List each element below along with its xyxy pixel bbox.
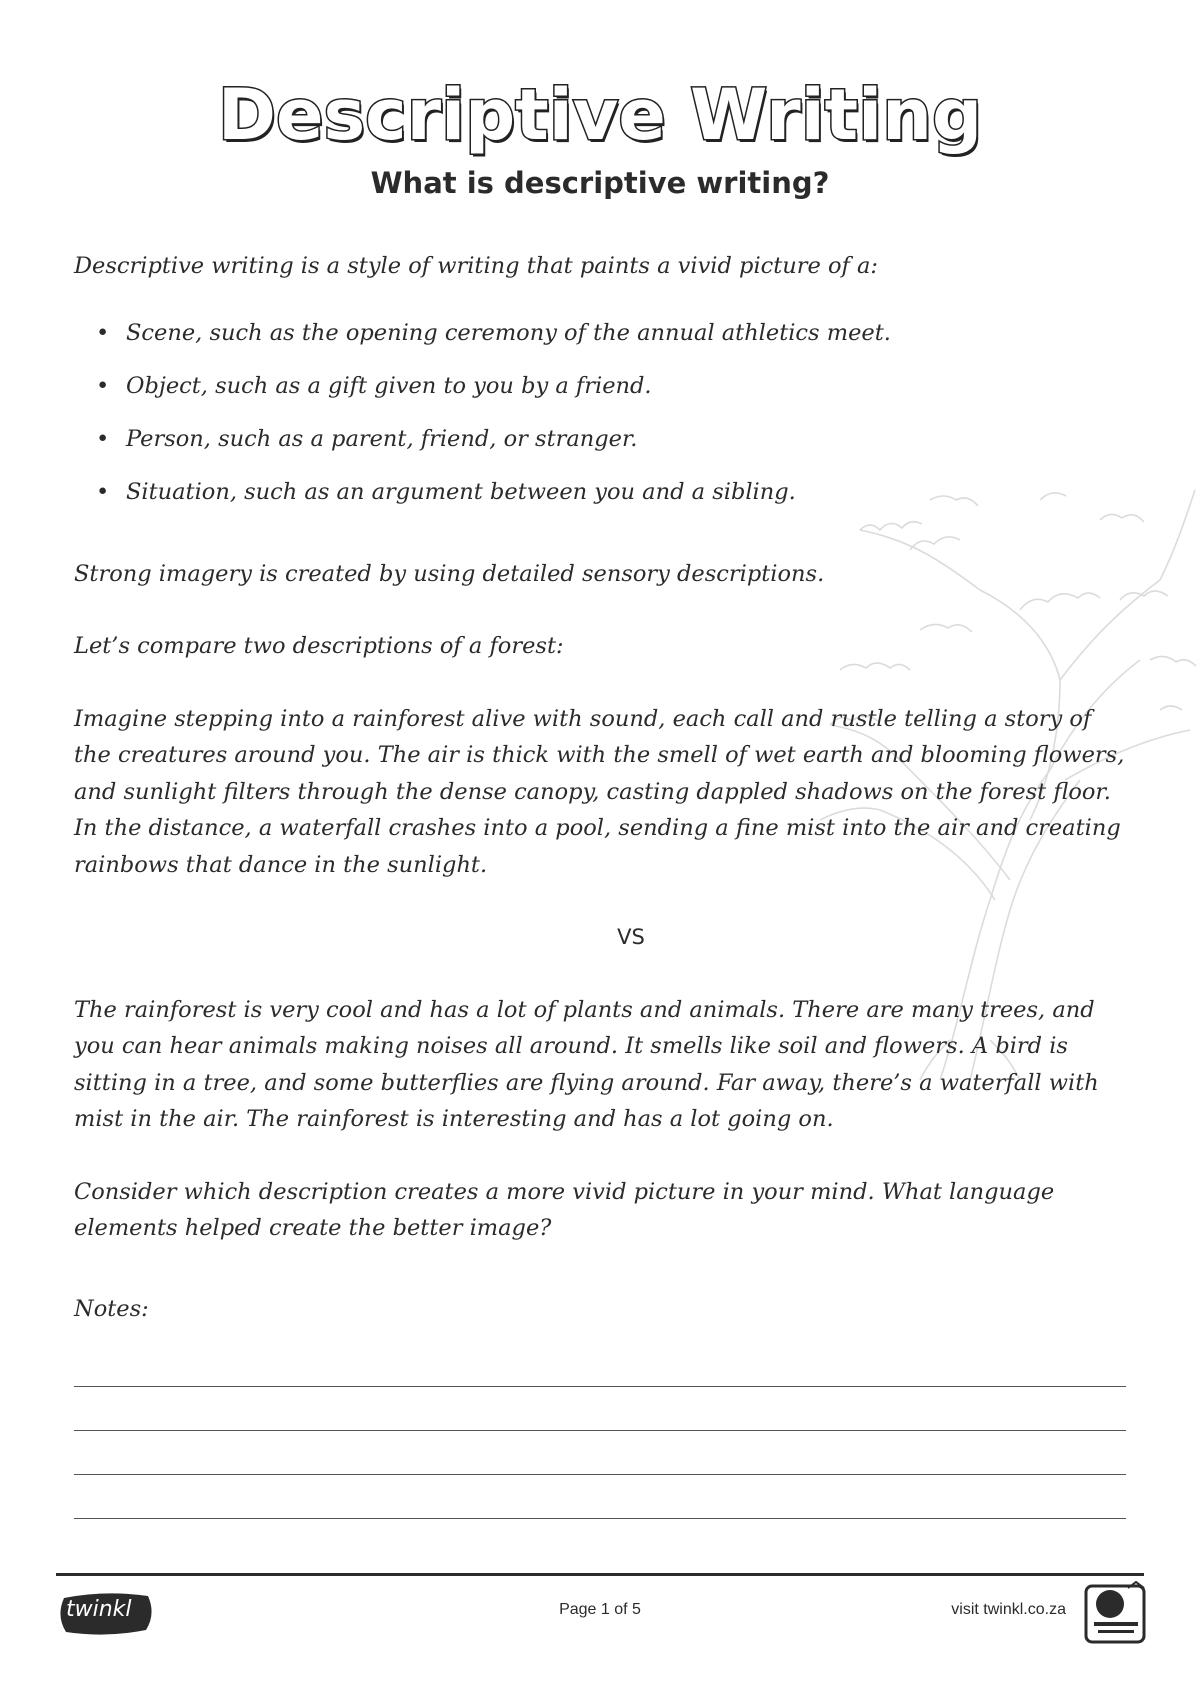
bullet-icon: •: [96, 478, 110, 505]
note-line: [74, 1430, 1126, 1431]
bullet-icon: •: [96, 372, 110, 399]
example-list: [74, 315, 1134, 510]
question-paragraph: Consider which description creates a more vivid picture in your mind. What language elements helped create the better image?: [74, 1178, 1055, 1241]
quality-badge-icon: [1080, 1578, 1152, 1648]
imagery-paragraph: Strong imagery is created by using detailed sensory descriptions.: [74, 560, 825, 587]
description-one: Imagine stepping into a rainforest alive with sound, each call and rustle telling a story of the creatures around you. The air is thick with the smell of wet earth and blooming flowers, and sunlight filters through the dense canopy, casting dappled shadows on the forest floor. In the distance, a waterfall crashes into a pool, sending a fine mist into the air and creating rainbows that dance in the sunlight.: [74, 705, 1125, 878]
worksheet-content: [74, 248, 1134, 1327]
note-line: [74, 1474, 1126, 1475]
footer-divider: [56, 1573, 1144, 1576]
page-title: Descriptive Writing: [217, 74, 983, 156]
note-line: [74, 1386, 1126, 1387]
description-two: The rainforest is very cool and has a lot of plants and animals. There are many trees, and you can hear animals making noises all around. It smells like soil and flowers. A bird is sitting in a tree, and some butterflies are flying around. Far away, there’s a waterfall with mist in the air. The rainforest is interesting and has a lot going on.: [74, 996, 1099, 1132]
list-item: • Object, such as a gift given to you by a friend.: [74, 368, 1134, 404]
list-item: • Scene, such as the opening ceremony of the annual athletics meet.: [74, 315, 1134, 351]
twinkl-logo-text: twinkl: [66, 1597, 132, 1622]
visit-link[interactable]: visit twinkl.co.za: [951, 1601, 1066, 1618]
page-number: Page 1 of 5: [559, 1601, 641, 1618]
list-item: • Person, such as a parent, friend, or stranger.: [74, 421, 1134, 457]
note-line: [74, 1518, 1126, 1519]
notes-lines: [74, 1386, 1126, 1562]
intro-paragraph: Descriptive writing is a style of writing that paints a vivid picture of a:: [74, 253, 879, 279]
notes-label: Notes:: [74, 1295, 149, 1322]
bullet-icon: •: [96, 319, 110, 346]
bullet-icon: •: [96, 425, 110, 452]
list-item: • Situation, such as an argument between you and a sibling.: [74, 474, 1134, 510]
vs-label: VS: [617, 925, 645, 949]
compare-paragraph: Let’s compare two descriptions of a forest:: [74, 633, 564, 659]
page-subtitle: What is descriptive writing?: [370, 166, 830, 200]
